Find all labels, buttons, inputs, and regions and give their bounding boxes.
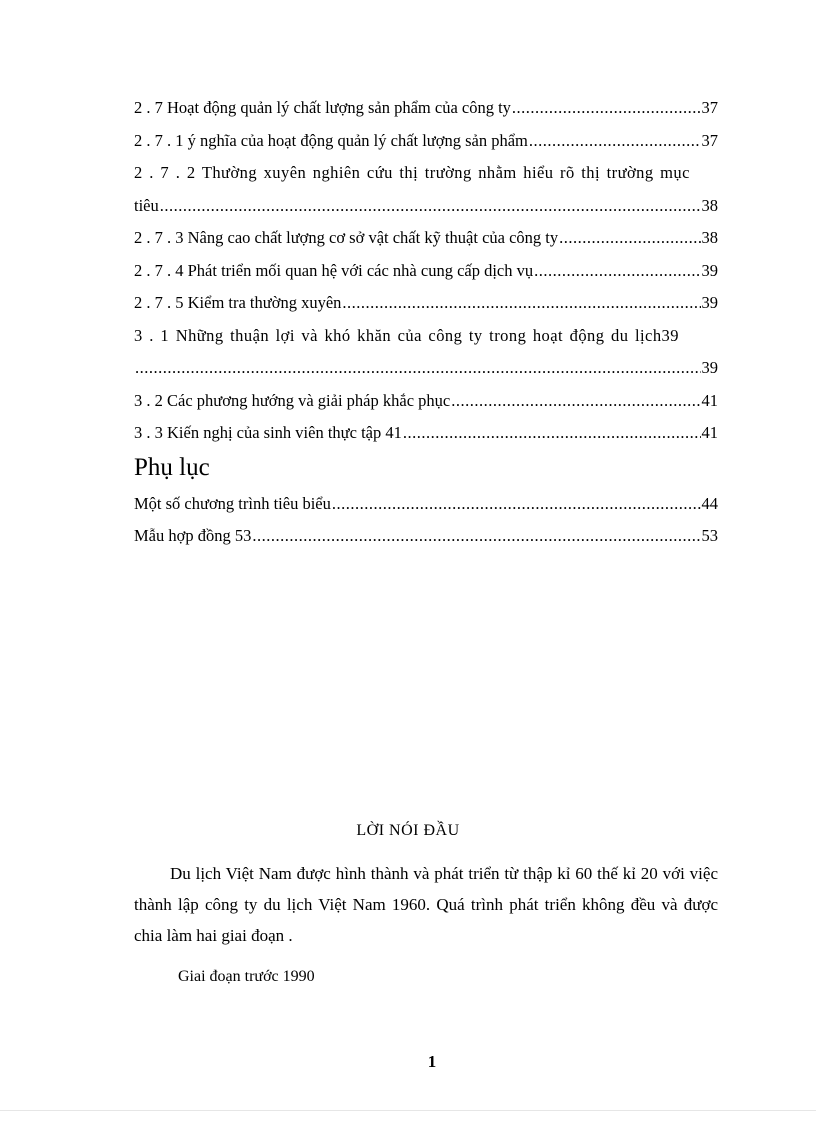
toc-entry-page: 39: [701, 358, 718, 377]
preface-title: LỜI NÓI ĐẦU: [356, 822, 460, 839]
toc-entry-continuation[interactable]: [134, 190, 718, 223]
toc-entry-page: 41: [701, 390, 718, 410]
toc-entry-page: 39: [701, 293, 718, 312]
toc-entry[interactable]: [134, 417, 718, 450]
toc-leader-dots: [160, 190, 701, 223]
toc-entry[interactable]: [134, 222, 718, 255]
toc-leader-dots: [332, 488, 701, 521]
toc-entry-page: 38: [701, 228, 718, 247]
page-number: 1: [427, 1052, 437, 1071]
toc-entry[interactable]: [134, 385, 718, 418]
toc-entry-page: 37: [701, 130, 718, 150]
period-heading: Giai đoạn trước 1990: [178, 968, 315, 985]
toc-entry-label: 3 . 3 Kiến nghị của sinh viên thực tập 41: [134, 423, 402, 442]
toc-entry-label: 2 . 7 . 1 ý nghĩa của hoạt động quản lý chất lượng sản phẩm: [134, 130, 528, 150]
table-of-contents: [134, 92, 718, 553]
toc-entry-label: Một số chương trình tiêu biểu: [134, 493, 331, 513]
toc-leader-dots: [534, 255, 700, 288]
toc-leader-dots: [529, 125, 701, 158]
appendix-heading: Phụ lục: [134, 453, 210, 481]
toc-entry[interactable]: [134, 125, 718, 158]
toc-leader-dots: [342, 287, 700, 320]
toc-entry[interactable]: [134, 520, 718, 553]
toc-entry-page: 53: [701, 526, 718, 545]
toc-leader-dots: [559, 222, 700, 255]
toc-entry-label: 2 . 7 . 2 Thường xuyên nghiên cứu thị trường nhằm hiểu rõ thị trường mục: [134, 163, 690, 182]
toc-entry-page: 41: [701, 423, 718, 442]
toc-entry-label: 3 . 2 Các phương hướng và giải pháp khắc phục: [134, 390, 451, 410]
preface-paragraph: Du lịch Việt Nam được hình thành và phát triển từ thập kỉ 60 thế kỉ 20 với việc thành lập công ty du lịch Việt Nam 1960. Quá trình phát triển không đều và được chia làm hai giai đoạn .: [134, 864, 718, 945]
toc-entry[interactable]: [134, 287, 718, 320]
toc-entry[interactable]: [134, 157, 718, 190]
toc-entry-continuation[interactable]: [134, 352, 718, 385]
page-bottom-divider: [0, 1110, 816, 1111]
toc-entry-page: 39: [701, 260, 718, 280]
toc-entry-label: 2 . 7 . 4 Phát triển mối quan hệ với các nhà cung cấp dịch vụ: [134, 260, 534, 280]
toc-leader-dots: [451, 385, 700, 418]
toc-entry-label: 3 . 1 Những thuận lợi và khó khăn của công ty trong hoạt động du lịch39: [134, 325, 679, 345]
toc-entry[interactable]: [134, 255, 718, 288]
toc-leader-dots: [252, 520, 700, 553]
toc-entry-page: 37: [701, 98, 718, 117]
toc-leader-dots: [403, 417, 701, 450]
toc-entry-page: 38: [701, 195, 718, 215]
toc-entry[interactable]: [134, 488, 718, 521]
toc-entry-label: 2 . 7 . 5 Kiểm tra thường xuyên: [134, 293, 342, 312]
toc-leader-dots: [135, 352, 701, 385]
toc-entry-label: Mẫu hợp đồng 53: [134, 526, 252, 545]
toc-entry-page: 44: [701, 493, 718, 513]
toc-entry-label: 2 . 7 . 3 Nâng cao chất lượng cơ sở vật chất kỹ thuật của công ty: [134, 228, 559, 247]
toc-entry[interactable]: [134, 92, 718, 125]
toc-entry[interactable]: [134, 320, 718, 353]
toc-entry-continuation-label: tiêu: [134, 195, 159, 215]
toc-entry-label: 2 . 7 Hoạt động quản lý chất lượng sản phẩm của công ty: [134, 98, 511, 117]
toc-leader-dots: [512, 92, 701, 125]
